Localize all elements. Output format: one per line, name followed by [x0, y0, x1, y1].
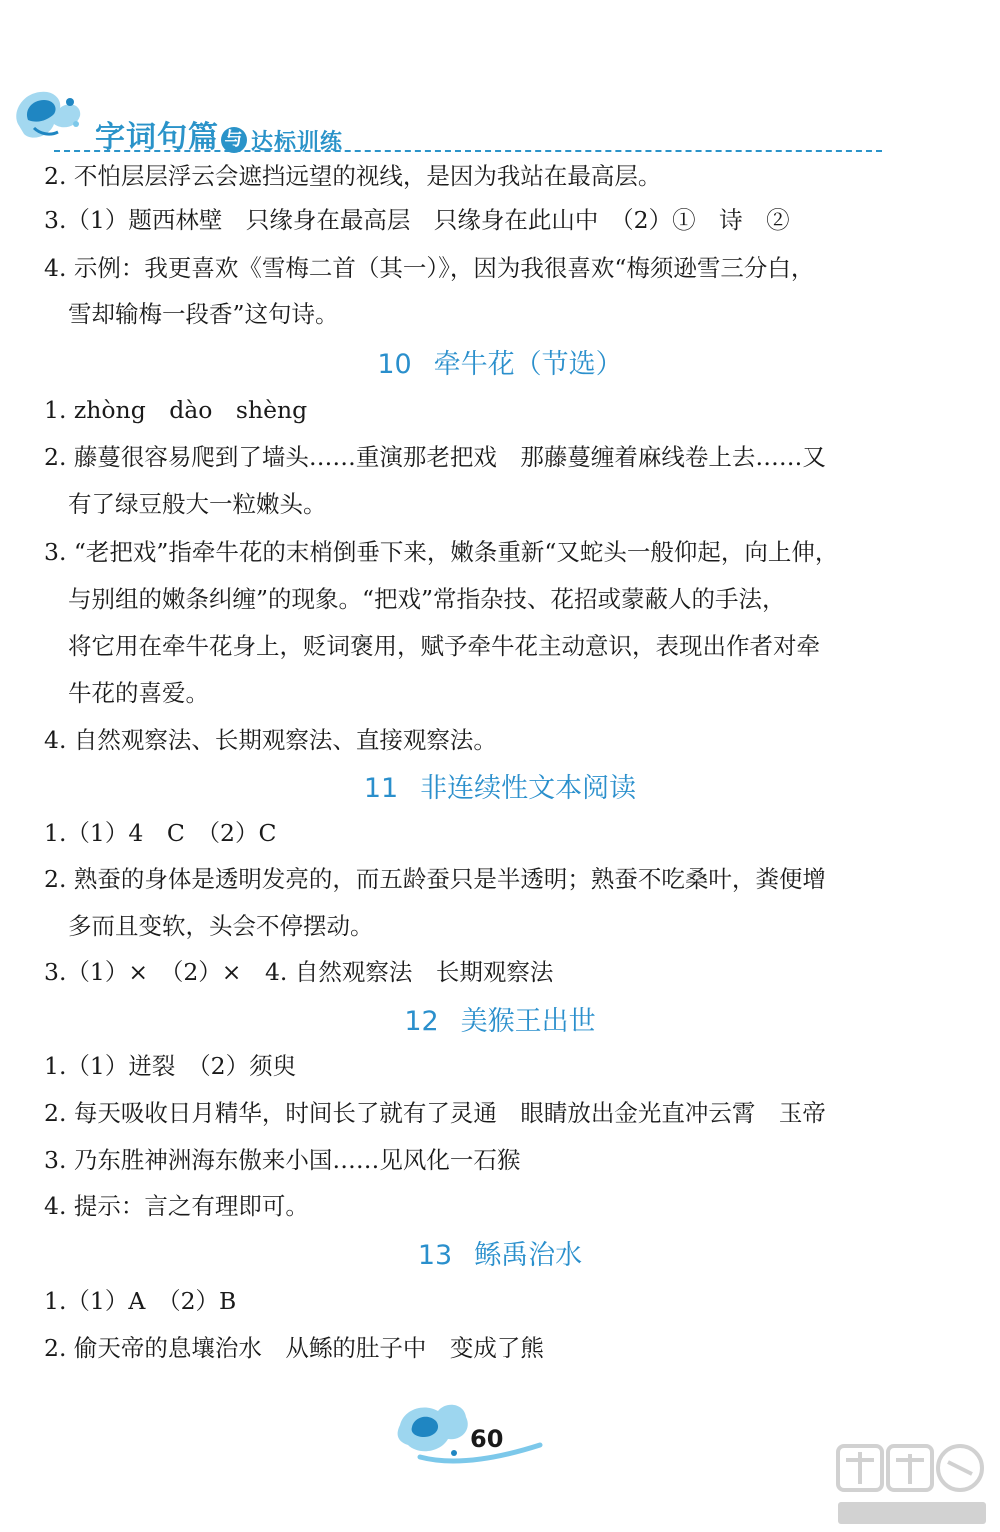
header-title-separator: 与: [221, 127, 247, 153]
page-number: 60: [470, 1425, 504, 1453]
text-line: 多而且变软，头会不停摆动。: [68, 912, 374, 940]
text-line: 2. 不怕层层浮云会遮挡远望的视线，是因为我站在最高层。: [44, 162, 662, 190]
text-line: 3.（1）题西林壁 只缘身在最高层 只缘身在此山中 （2）① 诗 ②: [44, 206, 790, 234]
section-number: 12: [404, 1006, 439, 1037]
section-number: 13: [417, 1240, 453, 1271]
text-line: 2. 熟蚕的身体是透明发亮的，而五龄蚕只是半透明；熟蚕不吃桑叶，粪便增: [44, 865, 826, 893]
text-line: 4. 示例：我更喜欢《雪梅二首（其一）》，因为我很喜欢“梅须逊雪三分白，: [44, 254, 815, 282]
section-title: 非连续性文本阅读: [420, 773, 637, 804]
header-divider: [54, 150, 882, 152]
text-line: 4. 自然观察法、长期观察法、直接观察法。: [44, 726, 497, 754]
text-line: 2. 每天吸收日月精华，时间长了就有了灵通 眼睛放出金光直冲云霄 玉帝: [44, 1099, 826, 1127]
text-line: 牛花的喜爱。: [68, 679, 209, 707]
section-title: 牵牛花（节选）: [433, 349, 623, 380]
splash-logo-icon: [10, 84, 88, 146]
section-heading: [0, 1004, 1000, 1040]
section-heading: [0, 1238, 1000, 1274]
text-line: 4. 提示：言之有理即可。: [44, 1192, 309, 1220]
text-line: 雪却输梅一段香”这句诗。: [68, 300, 339, 328]
text-line: 1.（1）4 C （2）C: [44, 819, 277, 847]
text-line: 3. “老把戏”指牵牛花的末梢倒垂下来，嫩条重新“又蛇头一般仰起，向上伸，: [44, 538, 839, 566]
text-line: 2. 偷天帝的息壤治水 从鲧的肚子中 变成了熊: [44, 1334, 544, 1362]
text-line: 1.（1）迸裂 （2）须臾: [44, 1052, 297, 1080]
section-title: 美猴王出世: [460, 1006, 596, 1037]
text-line: 将它用在牵牛花身上，贬词褒用，赋予牵牛花主动意识，表现出作者对牵: [68, 632, 820, 660]
text-line: 1. zhòng dào shèng: [44, 396, 308, 424]
page-header: [0, 0, 1000, 160]
text-line: 3.（1）× （2）× 4. 自然观察法 长期观察法: [44, 958, 554, 986]
text-line: 有了绿豆般大一粒嫩头。: [68, 490, 327, 518]
header-title-main: 字词句篇: [95, 120, 219, 155]
text-line: 1.（1）A （2）B: [44, 1287, 237, 1315]
section-heading: [0, 347, 1000, 383]
header-title-sub: 达标训练: [251, 129, 344, 155]
text-line: 与别组的嫩条纠缠”的现象。“把戏”常指杂技、花招或蒙蔽人的手法，: [68, 585, 786, 613]
section-number: 11: [363, 773, 399, 804]
section-heading: [0, 771, 1000, 807]
section-number: 10: [377, 349, 412, 380]
text-line: 3. 乃东胜神洲海东傲来小国……见风化一石猴: [44, 1146, 521, 1174]
section-title: 鲧禹治水: [474, 1240, 583, 1271]
watermark-logo-icon: [830, 1440, 990, 1532]
text-line: 2. 藤蔓很容易爬到了墙头……重演那老把戏 那藤蔓缠着麻线卷上去……又: [44, 443, 826, 471]
